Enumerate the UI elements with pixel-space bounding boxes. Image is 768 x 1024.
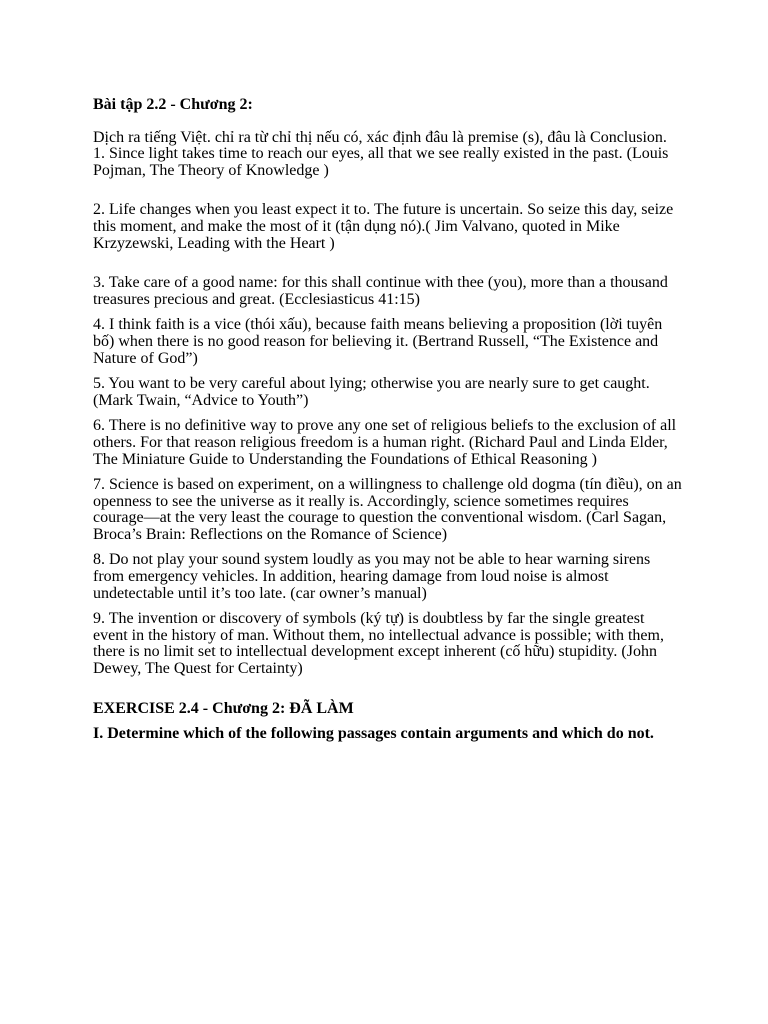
item-4: 4. I think faith is a vice (thói xấu), because faith means believing a proposition (lời tuyên bố) when there is no good reason for believing it. (Bertrand Russell, “The Existence and Nature of God”)	[93, 316, 663, 367]
exercise-2-4-heading: EXERCISE 2.4 - Chương 2: ĐÃ LÀM	[93, 699, 354, 717]
item-8: 8. Do not play your sound system loudly as you may not be able to hear warning sirens from emergency vehicles. In addition, hearing damage from loud noise is almost undetectable until it’s too late. (car owner’s manual)	[93, 551, 651, 602]
item-1: 1. Since light takes time to reach our eyes, all that we see really existed in the past. (Louis Pojman, The Theory of Knowledge )	[93, 145, 669, 179]
item-7: 7. Science is based on experiment, on a willingness to challenge old dogma (tín điều), on an openness to see the universe as it really is. Accordingly, science sometimes requires courage—at the very least the courage to question the conventional wisdom. (Carl Sagan, Broca’s Brain: Reflections on the Romance of Science)	[93, 476, 682, 543]
item-2: 2. Life changes when you least expect it to. The future is uncertain. So seize this day, seize this moment, and make the most of it (tận dụng nó).( Jim Valvano, quoted in Mike Krzyzewski, Leading with the Heart )	[93, 201, 674, 252]
exercise-2-4-instruction: I. Determine which of the following passages contain arguments and which do not.	[93, 725, 654, 743]
document-page	[93, 97, 683, 743]
item-3: 3. Take care of a good name: for this shall continue with thee (you), more than a thousand treasures precious and great. (Ecclesiasticus 41:15)	[93, 274, 668, 308]
item-6: 6. There is no definitive way to prove any one set of religious beliefs to the exclusion of all others. For that reason religious freedom is a human right. (Richard Paul and Linda Elder, The Miniature Guide to Understanding the Foundations of Ethical Reasoning )	[93, 417, 677, 468]
instructions-paragraph: Dịch ra tiếng Việt. chỉ ra từ chỉ thị nếu có, xác định đâu là premise (s), đâu là Conclusion.	[93, 128, 667, 146]
exercise-2-2-heading: Bài tập 2.2 - Chương 2:	[93, 96, 253, 113]
item-9: 9. The invention or discovery of symbols (ký tự) is doubtless by far the single greatest event in the history of man. Without them, no intellectual advance is possible; with them, there is no limit set to intellectual development except inherent (cố hữu) stupidity. (John Dewey, The Quest for Certainty)	[93, 610, 664, 678]
item-5: 5. You want to be very careful about lying; otherwise you are nearly sure to get caught. (Mark Twain, “Advice to Youth”)	[93, 375, 650, 409]
